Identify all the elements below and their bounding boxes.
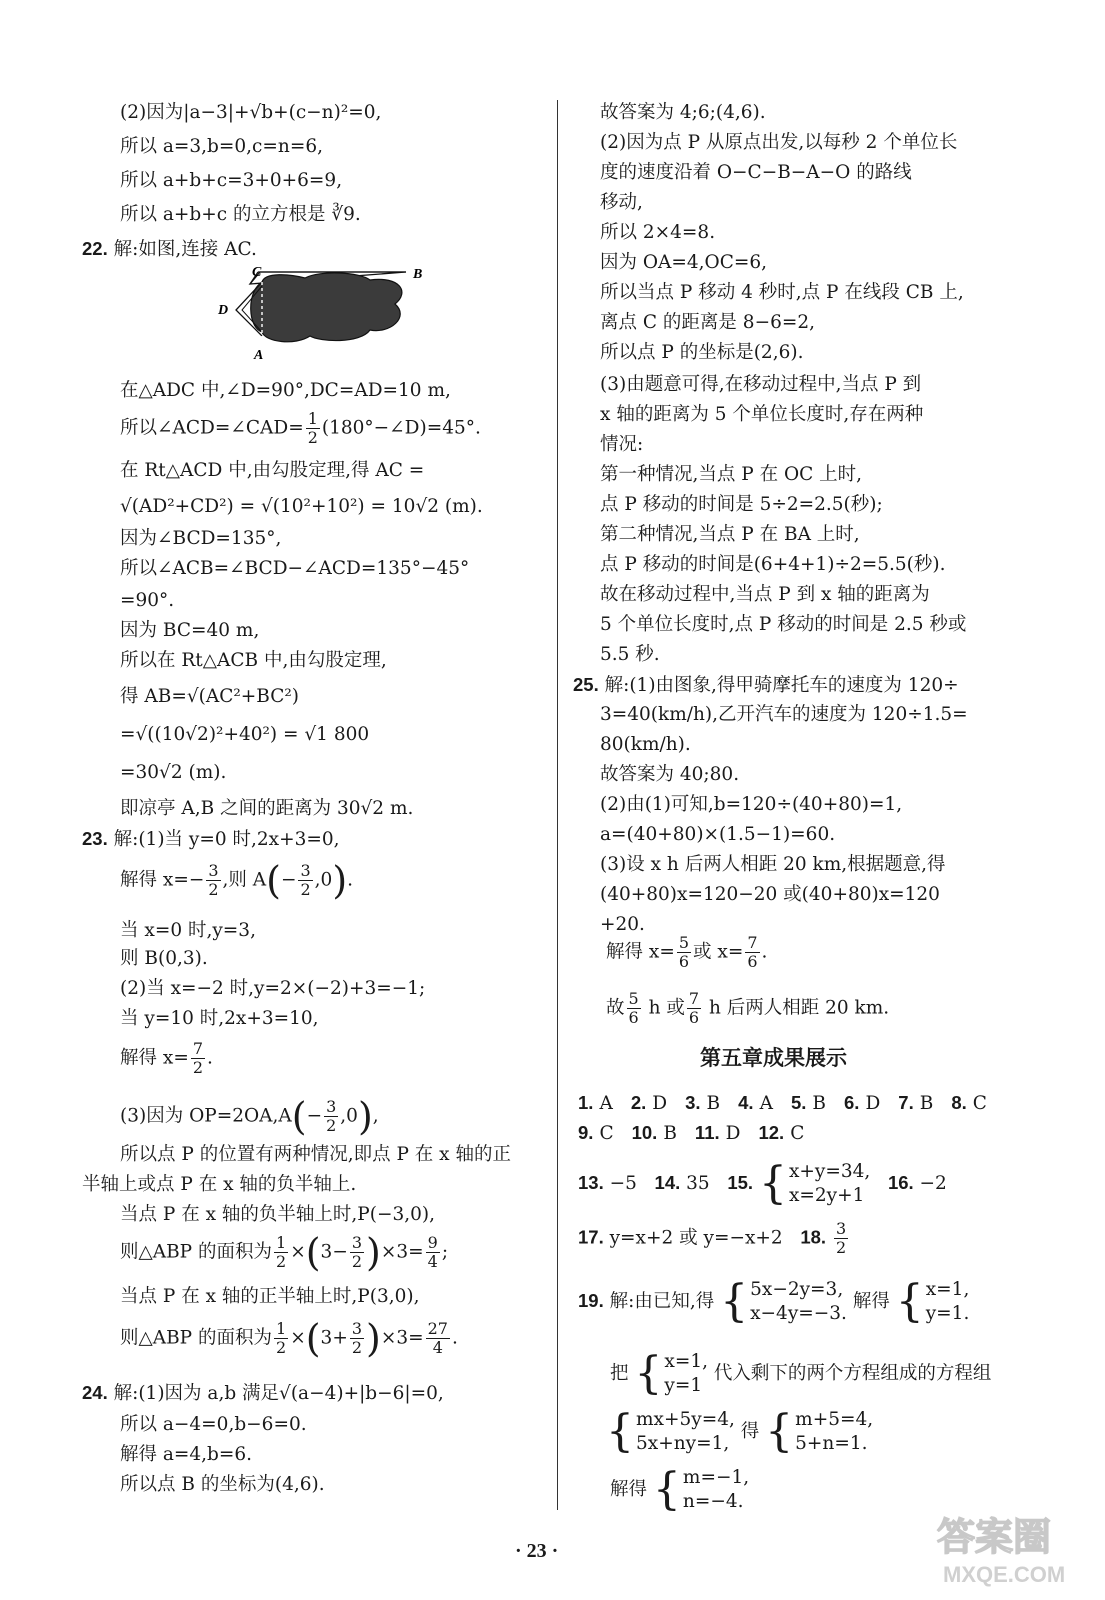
text-line — [120, 100, 381, 126]
answer-number: 11. — [694, 1122, 720, 1143]
line-acd-angle: 所以∠ACD=∠CAD= $\frac{1}{2}$ (180°−∠D)=45°. — [120, 409, 481, 447]
line-text: 解:(1)因为 a,b 满足√(a−4)+|b−6|=0, — [107, 1383, 444, 1404]
text-line — [600, 340, 803, 366]
line-text: √(AD²+CD²) = √(10²+10²) = 10√2 (m). — [120, 496, 483, 517]
line-text: 所以 a+b+c=3+0+6=9, — [120, 170, 343, 191]
line-text: 所以点 P 的坐标是(2,6). — [600, 342, 804, 363]
text-line — [82, 826, 340, 853]
line-text: 解得 a=4,b=6. — [120, 1444, 253, 1465]
line-23-op: (3)因为 OP=2OA,A(− $\frac{3}{2}$ ,0), — [120, 1094, 379, 1139]
line-text: (2)因为点 P 从原点出发,以每秒 2 个单位长 — [600, 132, 958, 153]
text-line — [120, 378, 451, 404]
watermark-bottom: MXQE.COM — [943, 1562, 1066, 1587]
text-line — [600, 190, 643, 216]
answer-choice: B — [812, 1093, 826, 1114]
line-text: 故答案为 40;80. — [600, 764, 740, 785]
line-text: 即凉亭 A,B 之间的距离为 30√2 m. — [120, 798, 414, 819]
text-line — [600, 220, 715, 246]
line-text: x 轴的距离为 5 个单位长度时,存在两种 — [600, 404, 924, 425]
text-line — [120, 494, 483, 520]
line-text: 80(km/h). — [600, 734, 691, 755]
problem-number: 23. — [82, 828, 108, 849]
text-line — [120, 760, 226, 786]
text-line — [120, 588, 174, 614]
line-text: 移动, — [600, 192, 643, 213]
line-text: 故在移动过程中,当点 P 到 x 轴的距离为 — [600, 584, 930, 605]
solution-19-d: 解得 { m=−1, n=−4. — [610, 1464, 750, 1515]
line-text: 点 P 移动的时间是 5÷2=2.5(秒); — [600, 494, 883, 515]
text-line — [600, 612, 966, 638]
answer-choice: B — [663, 1123, 677, 1144]
problem-number: 24. — [82, 1382, 108, 1403]
answers-row-3: 13. −5 14. 35 15. { x+y=34, x=2y+1 16. −2 — [578, 1158, 947, 1209]
figure-label-a: A — [254, 348, 264, 362]
line-text: 解:(1)由图象,得甲骑摩托车的速度为 120÷ — [598, 675, 959, 696]
line-text: 在 Rt△ACD 中,由勾股定理,得 AC = — [120, 460, 425, 481]
text-line — [120, 1442, 252, 1468]
text-line — [120, 1006, 319, 1032]
solution-19-a: 19. 解:由已知,得 { 5x−2y=3, x−4y=−3. 解得 { x=1, y=1. — [578, 1276, 970, 1327]
text-line — [600, 492, 883, 518]
text-line — [120, 684, 299, 710]
line-text: 所以 2×4=8. — [600, 222, 716, 243]
solution-19-b: 把 { x=1, y=1 代入剩下的两个方程组成的方程组 — [610, 1348, 992, 1399]
line-text: a=(40+80)×(1.5−1)=60. — [600, 824, 836, 845]
answer-number: 4. — [738, 1092, 754, 1113]
line-text: 所以点 B 的坐标为(4,6). — [120, 1474, 325, 1495]
text-line — [600, 462, 862, 488]
line-text: 所以 a+b+c 的立方根是 ∛9. — [120, 204, 361, 225]
text-line — [120, 1142, 511, 1168]
text-line — [120, 168, 342, 194]
answer-choice: D — [652, 1093, 668, 1114]
watermark-top: 答案圈 — [937, 1515, 1052, 1559]
text-line — [600, 792, 902, 818]
line-text: 因为∠BCD=135°, — [120, 528, 282, 549]
cloud-figure — [210, 262, 440, 362]
answer-choice: C — [599, 1123, 614, 1144]
text-line — [600, 432, 643, 458]
text-line — [120, 458, 424, 484]
text-line — [600, 732, 691, 758]
line-abp-area-2: 则△ABP 的面积为 $\frac{1}{2}$ ×(3+ $\frac{3}{2}$ )×3= $\frac{27}{4}$ . — [120, 1316, 458, 1361]
text-line — [600, 402, 923, 428]
chapter-title: 第五章成果展示 — [700, 1046, 847, 1070]
answer-number: 2. — [630, 1092, 647, 1113]
text-line — [120, 526, 281, 552]
text-line — [600, 642, 660, 668]
text-line — [600, 100, 766, 126]
line-text: 第二种情况,当点 P 在 BA 上时, — [600, 524, 860, 545]
answer-number: 5. — [790, 1092, 807, 1113]
column-divider — [557, 100, 558, 1510]
text-line — [120, 648, 387, 674]
line-text: 5.5 秒. — [600, 644, 660, 665]
text-line — [120, 1284, 419, 1310]
answer-choice: B — [919, 1093, 934, 1114]
line-text: 3=40(km/h),乙开汽车的速度为 120÷1.5= — [600, 704, 968, 725]
text-line — [120, 1412, 307, 1438]
line-text: 当点 P 在 x 轴的负半轴上时,P(−3,0), — [120, 1204, 435, 1225]
line-text: 所以在 Rt△ACB 中,由勾股定理, — [120, 650, 387, 671]
text-line — [600, 280, 964, 306]
answers-row-4: 17. y=x+2 或 y=−x+2 18. $\frac{3}{2}$ — [578, 1219, 847, 1257]
line-text: =90°. — [120, 590, 175, 611]
line-text: 所以点 P 的位置有两种情况,即点 P 在 x 轴的正 — [120, 1144, 511, 1165]
text-line — [600, 702, 968, 728]
problem-number: 25. — [573, 674, 599, 695]
line-25-conclusion: 故 $\frac{5}{6}$ h 或 $\frac{7}{6}$ h 后两人相距 20 km. — [606, 989, 890, 1027]
line-text: 点 P 移动的时间是(6+4+1)÷2=5.5(秒). — [600, 554, 946, 575]
answer-choice: D — [725, 1123, 741, 1144]
line-text: (2)因为|a−3|+√b+(c−n)²=0, — [120, 102, 382, 123]
page-number: · 23 · — [515, 1540, 559, 1562]
line-23-solve-c: 解得 x= $\frac{7}{2}$ . — [120, 1039, 213, 1077]
figure-label-d: D — [218, 303, 229, 318]
answer-number: 12. — [758, 1122, 785, 1143]
problem-number: 22. — [82, 238, 108, 259]
answer-choice: C — [972, 1093, 987, 1114]
text-line — [120, 722, 369, 748]
line-text: 则 B(0,3). — [120, 948, 208, 969]
text-line — [600, 130, 957, 156]
answer-choice: C — [790, 1123, 805, 1144]
text-line — [82, 236, 257, 263]
watermark-logo — [931, 1500, 1081, 1590]
line-text: 在△ADC 中,∠D=90°,DC=AD=10 m, — [120, 380, 451, 401]
line-text: 所以 a=3,b=0,c=n=6, — [120, 136, 323, 157]
text-line — [120, 556, 469, 582]
text-line — [120, 618, 259, 644]
text-line — [120, 134, 323, 160]
text-line — [600, 160, 912, 186]
answers-row-2 — [578, 1120, 804, 1147]
line-text: 故答案为 4;6;(4,6). — [600, 102, 766, 123]
text-line — [120, 796, 413, 822]
answer-number: 8. — [951, 1092, 967, 1113]
line-text: 离点 C 的距离是 8−6=2, — [600, 312, 815, 333]
text-line — [600, 372, 921, 398]
text-line — [600, 552, 945, 578]
line-25-solve: 解得 x= $\frac{5}{6}$ 或 x= $\frac{7}{6}$ . — [606, 933, 768, 971]
line-text: 所以∠ACB=∠BCD−∠ACD=135°−45° — [120, 558, 470, 579]
text-line — [82, 1380, 444, 1407]
line-text: (2)由(1)可知,b=120÷(40+80)=1, — [600, 794, 903, 815]
line-text: 得 AB=√(AC²+BC²) — [120, 686, 300, 707]
text-line — [573, 672, 959, 699]
line-text: 因为 OA=4,OC=6, — [600, 252, 768, 273]
line-text: 当点 P 在 x 轴的正半轴上时,P(3,0), — [120, 1286, 420, 1307]
text-line — [600, 882, 940, 908]
text-line — [600, 310, 815, 336]
line-text: 当 x=0 时,y=3, — [120, 920, 256, 941]
line-text: 所以 a−4=0,b−6=0. — [120, 1414, 307, 1435]
answer-number: 7. — [898, 1092, 914, 1113]
text-line — [600, 762, 739, 788]
line-text: (3)设 x h 后两人相距 20 km,根据题意,得 — [600, 854, 946, 875]
line-text: (2)当 x=−2 时,y=2×(−2)+3=−1; — [120, 978, 426, 999]
answer-choice: A — [599, 1093, 613, 1114]
text-line — [600, 852, 946, 878]
figure-label-c: C — [252, 265, 262, 280]
answer-choice: D — [865, 1093, 881, 1114]
text-line — [120, 1472, 325, 1498]
answer-number: 9. — [578, 1122, 594, 1143]
line-text: 5 个单位长度时,点 P 移动的时间是 2.5 秒或 — [600, 614, 967, 635]
figure-label-b: B — [413, 267, 423, 282]
line-text: 所以当点 P 移动 4 秒时,点 P 在线段 CB 上, — [600, 282, 964, 303]
solution-19-c: { mx+5y=4, 5x+ny=1, 得 { m+5=4, 5+n=1. — [606, 1406, 874, 1457]
line-text: (40+80)x=120−20 或(40+80)x=120 — [600, 884, 940, 905]
line-text: 度的速度沿着 O−C−B−A−O 的路线 — [600, 162, 912, 183]
text-line — [120, 918, 256, 944]
text-line — [600, 522, 860, 548]
answer-number: 1. — [578, 1092, 594, 1113]
text-line — [600, 582, 930, 608]
line-text: =30√2 (m). — [120, 762, 227, 783]
line-text: 第一种情况,当点 P 在 OC 上时, — [600, 464, 863, 485]
text-line — [600, 822, 835, 848]
answer-choice: A — [759, 1093, 773, 1114]
line-text: 因为 BC=40 m, — [120, 620, 260, 641]
line-text: (3)由题意可得,在移动过程中,当点 P 到 — [600, 374, 922, 395]
answer-number: 10. — [631, 1122, 658, 1143]
line-text: +20. — [600, 914, 645, 935]
line-text: =√((10√2)²+40²) = √1 800 — [120, 724, 370, 745]
line-text: 情况: — [600, 434, 644, 455]
line-text: 当 y=10 时,2x+3=10, — [120, 1008, 319, 1029]
text-line — [82, 1172, 356, 1198]
text-line — [120, 202, 361, 228]
text-line — [120, 976, 425, 1002]
line-text: 解:如图,连接 AC. — [107, 239, 257, 260]
line-23-solve-a: 解得 x=− $\frac{3}{2}$ ,则 A(− $\frac{3}{2}$ ,0). — [120, 858, 354, 903]
answer-choice: B — [706, 1093, 721, 1114]
answer-number: 6. — [844, 1092, 860, 1113]
answers-row-1 — [578, 1090, 987, 1117]
answer-number: 3. — [685, 1092, 701, 1113]
line-text: 解:(1)当 y=0 时,2x+3=0, — [107, 829, 340, 850]
text-line — [120, 1202, 435, 1228]
text-line — [120, 946, 208, 972]
line-abp-area-1: 则△ABP 的面积为 $\frac{1}{2}$ ×(3− $\frac{3}{2}$ )×3= $\frac{9}{4}$ ; — [120, 1230, 449, 1275]
line-text: 半轴上或点 P 在 x 轴的负半轴上. — [82, 1174, 357, 1195]
text-line — [600, 250, 767, 276]
